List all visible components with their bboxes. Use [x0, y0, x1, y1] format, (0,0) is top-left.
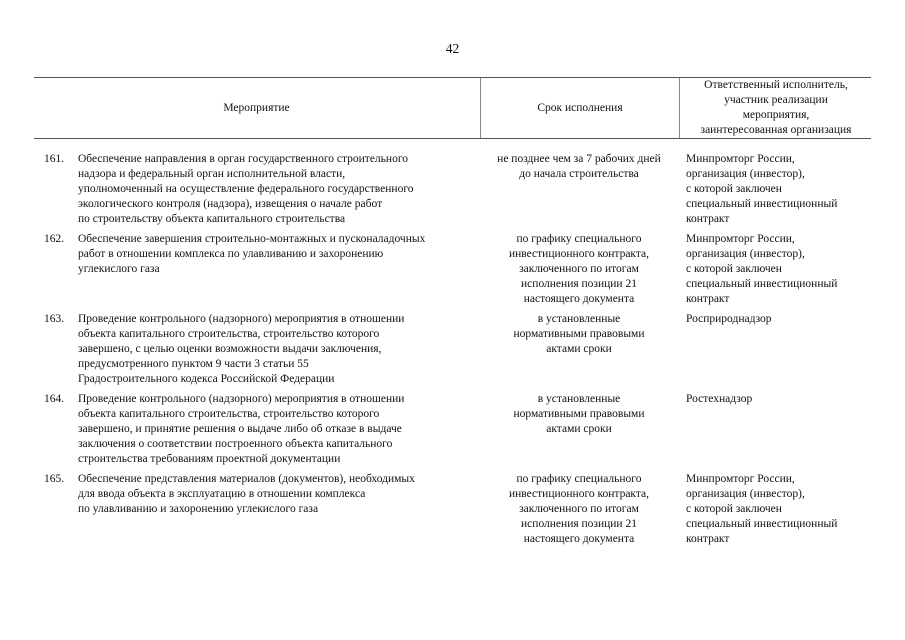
- row-deadline-line: исполнения позиции 21: [521, 278, 637, 290]
- row-number: 165.: [44, 473, 65, 485]
- row-responsible: [686, 312, 871, 327]
- row-number: 162.: [44, 233, 65, 245]
- row-deadline-line: настоящего документа: [523, 293, 635, 305]
- row-description-line: по улавливанию и захоронению углекислого газа: [78, 503, 319, 515]
- header-responsible: [679, 78, 872, 138]
- row-responsible-line: Ростехнадзор: [686, 393, 753, 405]
- row-deadline-line: инвестиционного контракта,: [508, 488, 650, 500]
- row-description-line: уполномоченный на осуществление федерального государственного: [78, 183, 414, 195]
- row-responsible-line: с которой заключен: [686, 263, 782, 275]
- row-responsible-line: Минпромторг России,: [686, 153, 795, 165]
- row-description-line: завершено, с целью оценки возможности выдачи заключения,: [78, 343, 382, 355]
- row-deadline-line: инвестиционного контракта,: [508, 248, 650, 260]
- row-description-line: Градостроительного кодекса Российской Федерации: [78, 373, 335, 385]
- row-description-line: экологического контроля (надзора), извещения о начале работ: [78, 198, 383, 210]
- row-responsible-line: организация (инвестор),: [686, 168, 805, 180]
- row-responsible-line: контракт: [686, 533, 730, 545]
- header-responsible-line: Ответственный исполнитель,: [704, 79, 848, 91]
- header-measure-label: Мероприятие: [223, 101, 290, 114]
- row-responsible-line: специальный инвестиционный: [686, 518, 838, 530]
- row-deadline-line: настоящего документа: [523, 533, 635, 545]
- row-responsible-line: контракт: [686, 213, 730, 225]
- row-deadline-line: нормативными правовыми: [513, 328, 645, 340]
- row-responsible-line: организация (инвестор),: [686, 488, 805, 500]
- row-description-line: предусмотренного пунктом 9 части 3 статьи 55: [78, 358, 309, 370]
- row-deadline-line: по графику специального: [516, 233, 642, 245]
- row-description-line: объекта капитального строительства, строительство которого: [78, 408, 380, 420]
- row-description-line: Проведение контрольного (надзорного) мероприятия в отношении: [78, 313, 405, 325]
- row-responsible-line: специальный инвестиционный: [686, 198, 838, 210]
- row-description: [78, 392, 458, 467]
- header-measure: [34, 78, 479, 138]
- row-description: [78, 312, 458, 387]
- row-number: 163.: [44, 313, 65, 325]
- header-responsible-line: заинтересованная организация: [700, 124, 852, 136]
- row-deadline-line: нормативными правовыми: [513, 408, 645, 420]
- row-responsible-line: Минпромторг России,: [686, 233, 795, 245]
- row-number: 164.: [44, 393, 65, 405]
- row-deadline-line: исполнения позиции 21: [521, 518, 637, 530]
- header-deadline: [480, 78, 679, 138]
- header-deadline-label: Срок исполнения: [537, 101, 623, 114]
- row-number: 161.: [44, 153, 65, 165]
- row-description-line: объекта капитального строительства, строительство которого: [78, 328, 380, 340]
- row-description-line: для ввода объекта в эксплуатацию в отношении комплекса: [78, 488, 366, 500]
- row-description-line: завершено, и принятие решения о выдаче либо об отказе в выдаче: [78, 423, 402, 435]
- row-description-line: Обеспечение представления материалов (документов), необходимых: [78, 473, 415, 485]
- row-deadline-line: заключенного по итогам: [519, 263, 639, 275]
- measures-table: [34, 77, 871, 545]
- row-description: [78, 232, 458, 277]
- row-description-line: по строительству объекта капитального строительства: [78, 213, 346, 225]
- row-description-line: работ в отношении комплекса по улавливанию и захоронению: [78, 248, 384, 260]
- row-description-line: углекислого газа: [78, 263, 160, 275]
- row-deadline-line: до начала строительства: [519, 168, 639, 180]
- page-number: 42: [445, 41, 460, 56]
- row-description-line: Проведение контрольного (надзорного) мероприятия в отношении: [78, 393, 405, 405]
- row-deadline: [481, 472, 677, 547]
- row-responsible: [686, 472, 871, 547]
- row-responsible-line: Росприроднадзор: [686, 313, 772, 325]
- row-deadline-line: в установленные: [537, 393, 621, 405]
- row-deadline-line: не позднее чем за 7 рабочих дней: [497, 153, 661, 165]
- row-responsible-line: контракт: [686, 293, 730, 305]
- row-responsible-line: Минпромторг России,: [686, 473, 795, 485]
- row-description-line: строительства требованиям проектной документации: [78, 453, 341, 465]
- row-deadline-line: в установленные: [537, 313, 621, 325]
- row-deadline: [481, 312, 677, 357]
- row-responsible: [686, 232, 871, 307]
- row-description: [78, 472, 458, 517]
- table-header: [34, 77, 871, 139]
- row-description-line: заключения о соответствии построенного объекта капитального: [78, 438, 393, 450]
- row-responsible: [686, 392, 871, 407]
- row-deadline-line: по графику специального: [516, 473, 642, 485]
- row-deadline-line: актами сроки: [546, 423, 612, 435]
- row-deadline: [481, 392, 677, 437]
- header-responsible-line: участник реализации: [724, 94, 828, 106]
- row-responsible-line: организация (инвестор),: [686, 248, 805, 260]
- row-deadline-line: заключенного по итогам: [519, 503, 639, 515]
- row-responsible: [686, 152, 871, 227]
- header-responsible-line: мероприятия,: [742, 109, 810, 121]
- header-responsible-label: [701, 78, 852, 138]
- row-responsible-line: с которой заключен: [686, 503, 782, 515]
- row-deadline: [481, 152, 677, 182]
- row-responsible-line: с которой заключен: [686, 183, 782, 195]
- row-deadline-line: актами сроки: [546, 343, 612, 355]
- row-description: [78, 152, 458, 227]
- row-description-line: Обеспечение завершения строительно-монтажных и пусконаладочных: [78, 233, 426, 245]
- row-responsible-line: специальный инвестиционный: [686, 278, 838, 290]
- row-description-line: Обеспечение направления в орган государственного строительного: [78, 153, 408, 165]
- row-deadline: [481, 232, 677, 307]
- row-description-line: надзора и федеральный орган исполнительной власти,: [78, 168, 346, 180]
